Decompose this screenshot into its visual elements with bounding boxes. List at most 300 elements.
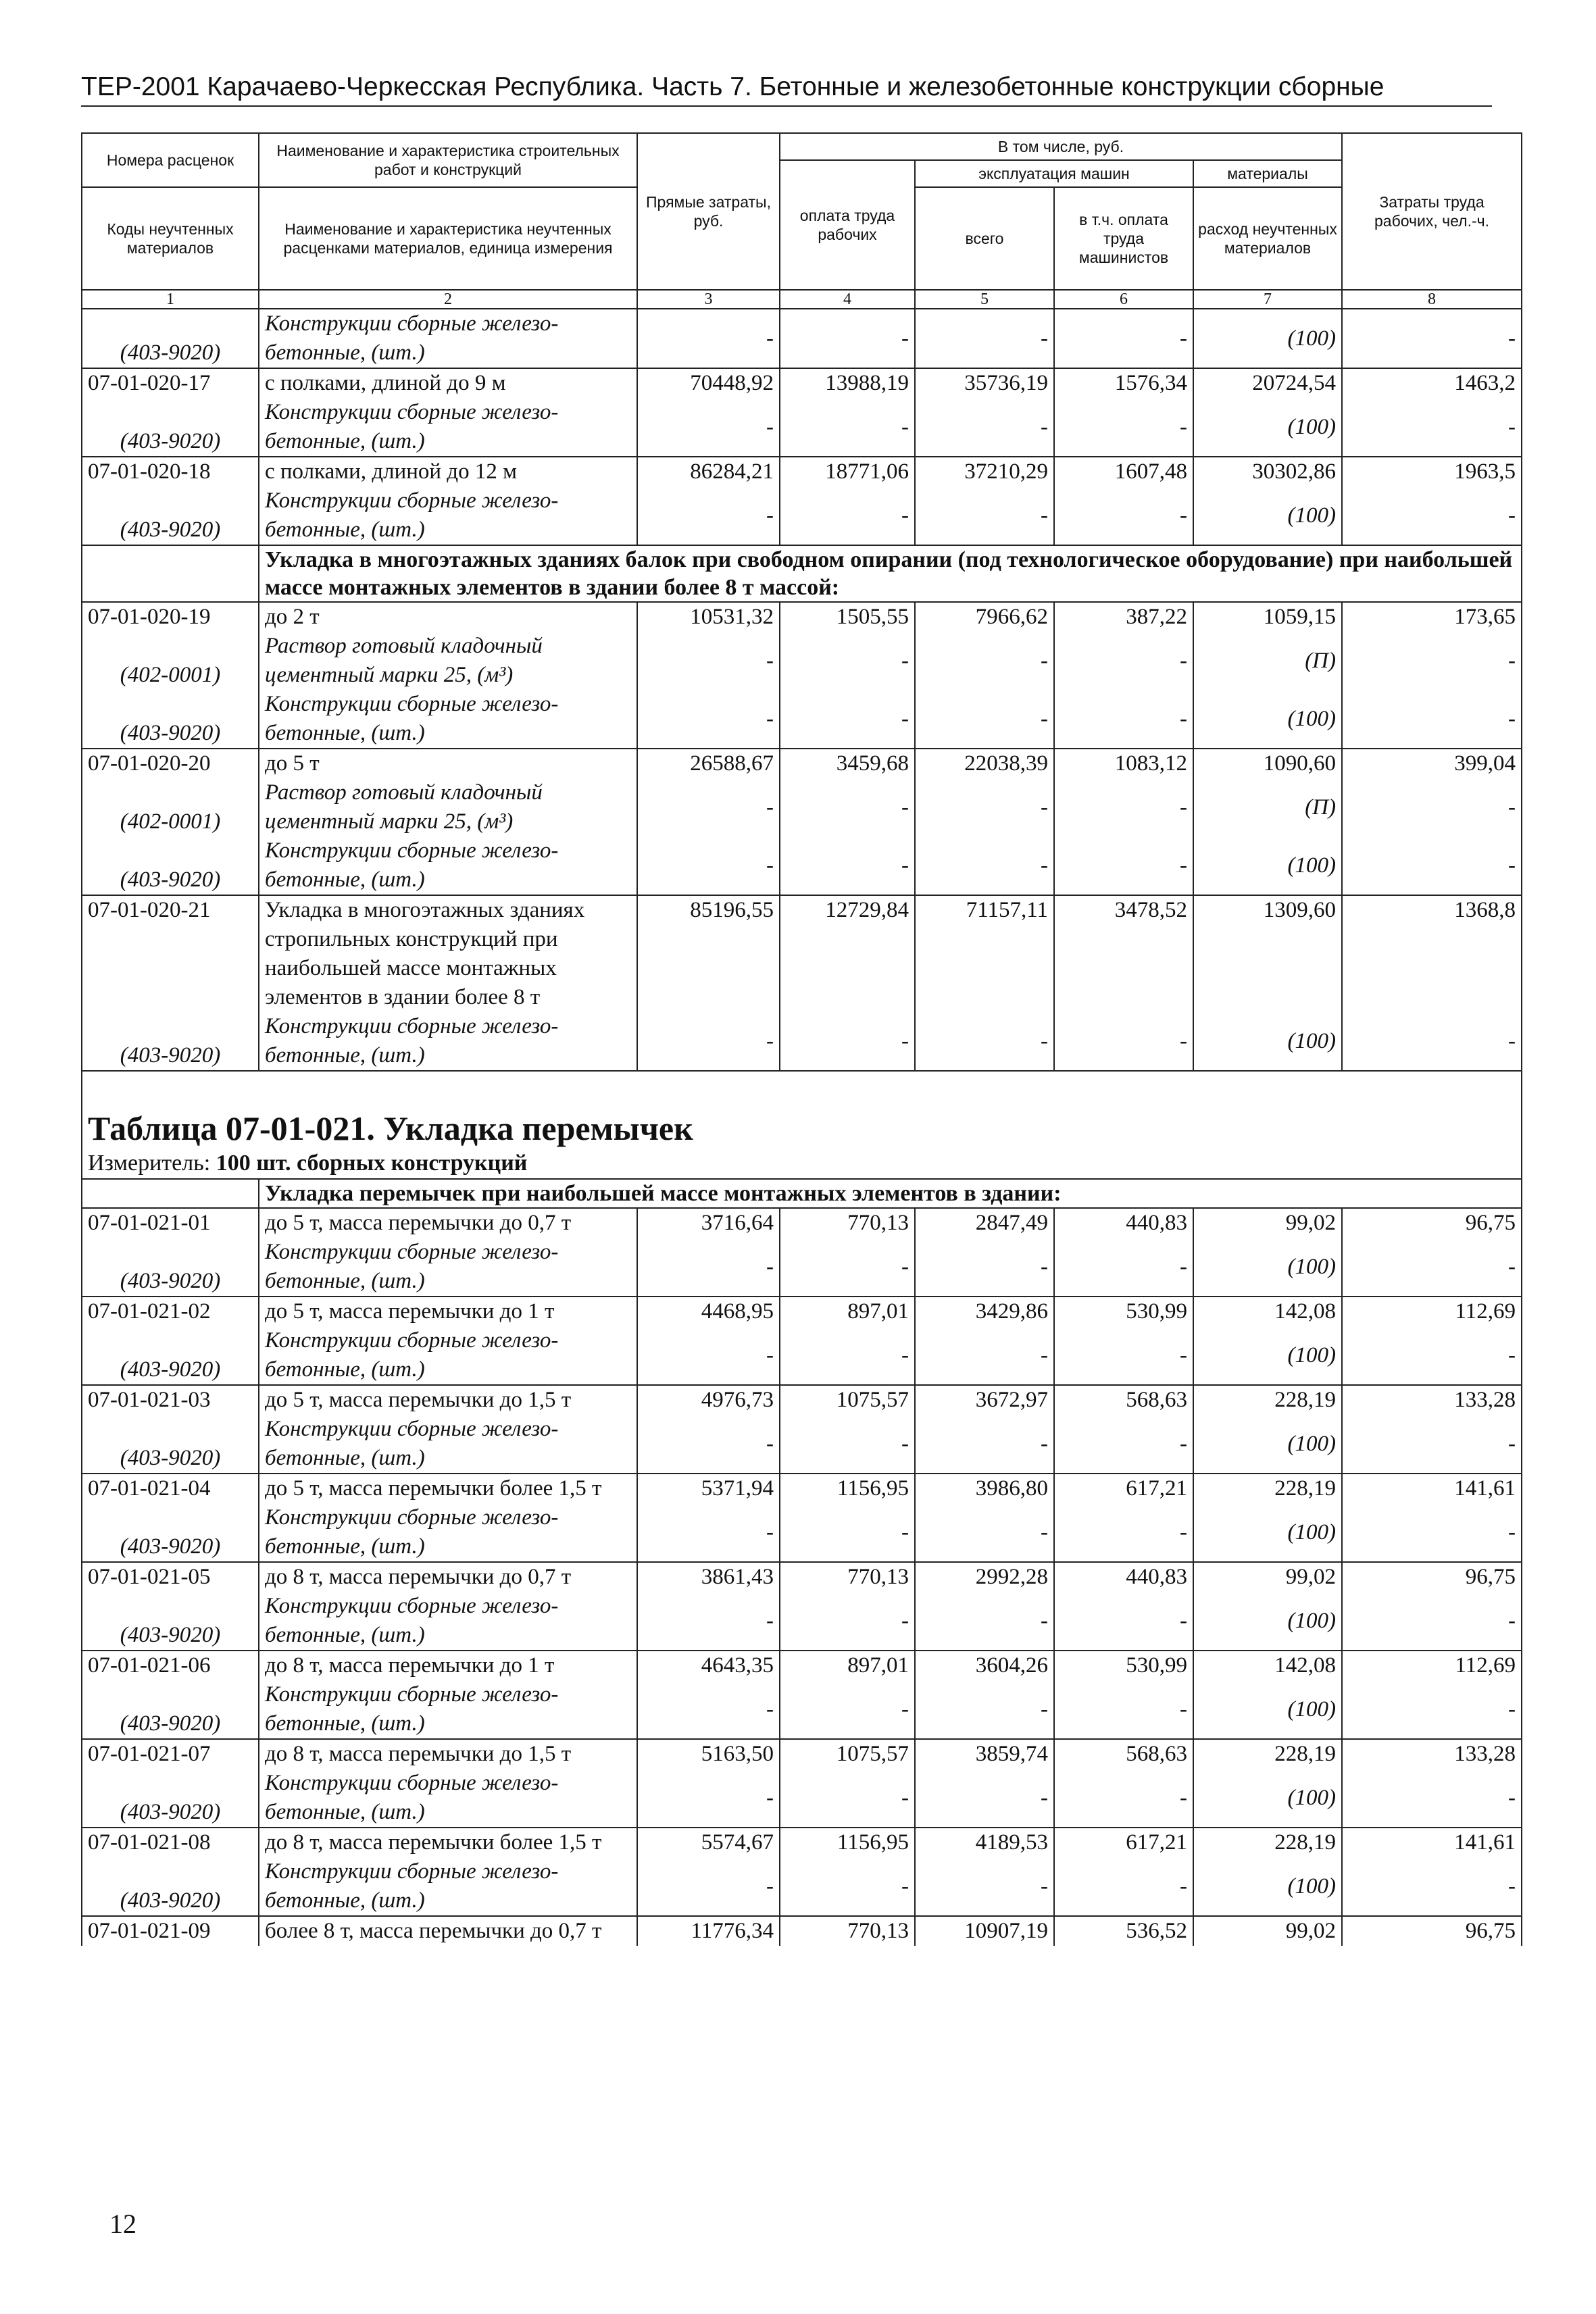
value-cell: - bbox=[637, 632, 780, 690]
table-title: Таблица 07-01-021. Укладка перемычек bbox=[82, 1108, 1522, 1149]
value-cell: 96,75 bbox=[1342, 1208, 1522, 1238]
value-cell: - bbox=[637, 309, 780, 368]
column-number: 2 bbox=[259, 290, 637, 309]
material-code: (403-9020) bbox=[82, 1680, 259, 1739]
rate-code: 07-01-020-17 bbox=[82, 368, 259, 398]
value-cell: - bbox=[637, 1238, 780, 1297]
value-cell: (100) bbox=[1193, 1769, 1342, 1828]
material-code: (403-9020) bbox=[82, 1503, 259, 1562]
section-heading: Укладка в многоэтажных зданиях балок при свободном опирании (под технологическое оборудование) при наибольшей массе монтажных элементов в здании более 8 т массой: bbox=[259, 545, 1522, 602]
material-row bbox=[82, 1503, 1522, 1562]
rate-row bbox=[82, 1916, 1522, 1946]
work-name: до 2 т bbox=[259, 602, 637, 632]
col-codes: Коды неучтенных материалов bbox=[82, 187, 259, 290]
value-cell: - bbox=[1054, 1238, 1193, 1297]
value-cell: 1309,60 bbox=[1193, 895, 1342, 1012]
rate-code: 07-01-021-01 bbox=[82, 1208, 259, 1238]
rate-row bbox=[82, 457, 1522, 486]
rate-code: 07-01-021-05 bbox=[82, 1562, 259, 1592]
value-cell: - bbox=[1342, 1680, 1522, 1739]
value-cell: - bbox=[915, 1503, 1054, 1562]
rate-code: 07-01-020-18 bbox=[82, 457, 259, 486]
value-cell: - bbox=[780, 1680, 915, 1739]
value-cell: - bbox=[1054, 1592, 1193, 1651]
material-row bbox=[82, 1238, 1522, 1297]
value-cell: 133,28 bbox=[1342, 1385, 1522, 1415]
value-cell: 142,08 bbox=[1193, 1297, 1342, 1326]
value-cell: 399,04 bbox=[1342, 749, 1522, 778]
value-cell: - bbox=[1342, 486, 1522, 545]
value-cell: 70448,92 bbox=[637, 368, 780, 398]
value-cell: 617,21 bbox=[1054, 1474, 1193, 1503]
value-cell: - bbox=[637, 1769, 780, 1828]
value-cell: - bbox=[915, 1592, 1054, 1651]
material-name: Конструкции сборные железо-бетонные, (шт.) bbox=[259, 1503, 637, 1562]
value-cell: 99,02 bbox=[1193, 1208, 1342, 1238]
value-cell: 897,01 bbox=[780, 1297, 915, 1326]
table-body-section-2-rows bbox=[82, 1208, 1522, 1946]
material-name: Конструкции сборные железо-бетонные, (шт.) bbox=[259, 836, 637, 895]
value-cell: 3861,43 bbox=[637, 1562, 780, 1592]
value-cell: - bbox=[780, 1238, 915, 1297]
material-code: (403-9020) bbox=[82, 1592, 259, 1651]
material-row bbox=[82, 778, 1522, 836]
value-cell: 3604,26 bbox=[915, 1651, 1054, 1680]
rate-code: 07-01-020-21 bbox=[82, 895, 259, 1012]
value-cell: - bbox=[780, 398, 915, 457]
material-code: (403-9020) bbox=[82, 1326, 259, 1385]
col-material-name: Наименование и характеристика неучтенных расценками материалов, единица измерения bbox=[259, 187, 637, 290]
value-cell: 1607,48 bbox=[1054, 457, 1193, 486]
material-name: Конструкции сборные железо-бетонные, (шт.) bbox=[259, 1326, 637, 1385]
value-cell: - bbox=[1054, 1680, 1193, 1739]
value-cell: (100) bbox=[1193, 1326, 1342, 1385]
value-cell: (100) bbox=[1193, 1503, 1342, 1562]
work-name: с полками, длиной до 9 м bbox=[259, 368, 637, 398]
value-cell: 1156,95 bbox=[780, 1828, 915, 1857]
value-cell: - bbox=[1054, 836, 1193, 895]
value-cell: 112,69 bbox=[1342, 1297, 1522, 1326]
value-cell: 770,13 bbox=[780, 1562, 915, 1592]
value-cell: 99,02 bbox=[1193, 1916, 1342, 1946]
value-cell: 11776,34 bbox=[637, 1916, 780, 1946]
value-cell: - bbox=[915, 1326, 1054, 1385]
value-cell: - bbox=[915, 632, 1054, 690]
value-cell: 440,83 bbox=[1054, 1562, 1193, 1592]
section-heading-row bbox=[82, 545, 1522, 602]
rates-table bbox=[81, 132, 1522, 1946]
material-row bbox=[82, 1415, 1522, 1474]
value-cell: 387,22 bbox=[1054, 602, 1193, 632]
material-code: (403-9020) bbox=[82, 1415, 259, 1474]
table-title-row bbox=[82, 1108, 1522, 1149]
col-machines: эксплуатация машин bbox=[915, 160, 1193, 187]
column-number: 1 bbox=[82, 290, 259, 309]
col-materials: материалы bbox=[1193, 160, 1342, 187]
material-row bbox=[82, 1680, 1522, 1739]
value-cell: 1463,2 bbox=[1342, 368, 1522, 398]
value-cell: - bbox=[1054, 778, 1193, 836]
value-cell: - bbox=[915, 778, 1054, 836]
value-cell: 20724,54 bbox=[1193, 368, 1342, 398]
value-cell: 173,65 bbox=[1342, 602, 1522, 632]
empty-cell bbox=[82, 1179, 259, 1208]
value-cell: - bbox=[1054, 1326, 1193, 1385]
value-cell: 5163,50 bbox=[637, 1739, 780, 1769]
material-code: (403-9020) bbox=[82, 398, 259, 457]
work-name: более 8 т, масса перемычки до 0,7 т bbox=[259, 1916, 637, 1946]
value-cell: 536,52 bbox=[1054, 1916, 1193, 1946]
work-name: Укладка в многоэтажных зданиях стропильных конструкций при наибольшей массе монтажных элементов в здании более 8 т bbox=[259, 895, 637, 1012]
material-code: (403-9020) bbox=[82, 486, 259, 545]
work-name: до 5 т, масса перемычки более 1,5 т bbox=[259, 1474, 637, 1503]
value-cell: - bbox=[1342, 1592, 1522, 1651]
value-cell: 5371,94 bbox=[637, 1474, 780, 1503]
meter-row bbox=[82, 1149, 1522, 1179]
value-cell: 770,13 bbox=[780, 1916, 915, 1946]
value-cell: - bbox=[1054, 1012, 1193, 1071]
table-body bbox=[82, 290, 1522, 545]
value-cell: - bbox=[915, 1012, 1054, 1071]
value-cell: 1505,55 bbox=[780, 602, 915, 632]
material-row bbox=[82, 1857, 1522, 1916]
value-cell: (100) bbox=[1193, 309, 1342, 368]
value-cell: - bbox=[780, 309, 915, 368]
value-cell: 4643,35 bbox=[637, 1651, 780, 1680]
col-work-name: Наименование и характеристика строительных работ и конструкций bbox=[259, 133, 637, 187]
value-cell: 1576,34 bbox=[1054, 368, 1193, 398]
value-cell: (П) bbox=[1193, 632, 1342, 690]
material-name: Конструкции сборные железо-бетонные, (шт.) bbox=[259, 1012, 637, 1071]
value-cell: - bbox=[915, 1238, 1054, 1297]
rate-code: 07-01-021-02 bbox=[82, 1297, 259, 1326]
value-cell: (100) bbox=[1193, 836, 1342, 895]
value-cell: (100) bbox=[1193, 1592, 1342, 1651]
value-cell: - bbox=[780, 632, 915, 690]
rate-code: 07-01-021-06 bbox=[82, 1651, 259, 1680]
meter-label: Измеритель: bbox=[88, 1151, 211, 1176]
rate-code: 07-01-021-03 bbox=[82, 1385, 259, 1415]
rate-row bbox=[82, 1385, 1522, 1415]
value-cell: 3459,68 bbox=[780, 749, 915, 778]
value-cell: 530,99 bbox=[1054, 1651, 1193, 1680]
value-cell: - bbox=[915, 309, 1054, 368]
value-cell: - bbox=[637, 1857, 780, 1916]
value-cell: 99,02 bbox=[1193, 1562, 1342, 1592]
value-cell: 142,08 bbox=[1193, 1651, 1342, 1680]
value-cell: - bbox=[637, 1326, 780, 1385]
value-cell: - bbox=[1054, 398, 1193, 457]
material-name: Конструкции сборные железо-бетонные, (шт.) bbox=[259, 1415, 637, 1474]
value-cell: - bbox=[637, 1503, 780, 1562]
value-cell: 1156,95 bbox=[780, 1474, 915, 1503]
value-cell: - bbox=[637, 1592, 780, 1651]
value-cell: - bbox=[915, 1680, 1054, 1739]
column-number: 5 bbox=[915, 290, 1054, 309]
value-cell: 37210,29 bbox=[915, 457, 1054, 486]
material-name: Раствор готовый кладочный цементный марки 25, (м³) bbox=[259, 778, 637, 836]
value-cell: (100) bbox=[1193, 1238, 1342, 1297]
rate-row bbox=[82, 1474, 1522, 1503]
rate-row bbox=[82, 368, 1522, 398]
material-row bbox=[82, 1592, 1522, 1651]
rate-code: 07-01-021-08 bbox=[82, 1828, 259, 1857]
value-cell: - bbox=[780, 778, 915, 836]
rate-code: 07-01-020-19 bbox=[82, 602, 259, 632]
value-cell: 3986,80 bbox=[915, 1474, 1054, 1503]
material-code: (403-9020) bbox=[82, 836, 259, 895]
value-cell: 228,19 bbox=[1193, 1828, 1342, 1857]
value-cell: - bbox=[1342, 1238, 1522, 1297]
value-cell: 228,19 bbox=[1193, 1385, 1342, 1415]
value-cell: 2992,28 bbox=[915, 1562, 1054, 1592]
value-cell: - bbox=[1054, 486, 1193, 545]
value-cell: 86284,21 bbox=[637, 457, 780, 486]
value-cell: - bbox=[780, 1012, 915, 1071]
value-cell: - bbox=[780, 1503, 915, 1562]
work-name: до 8 т, масса перемычки более 1,5 т bbox=[259, 1828, 637, 1857]
material-name: Конструкции сборные железо-бетонные, (шт.) bbox=[259, 398, 637, 457]
column-number: 3 bbox=[637, 290, 780, 309]
value-cell: 1963,5 bbox=[1342, 457, 1522, 486]
value-cell: - bbox=[637, 1012, 780, 1071]
material-row bbox=[82, 309, 1522, 368]
spacer-row bbox=[82, 1071, 1522, 1108]
value-cell: - bbox=[1342, 1769, 1522, 1828]
table-body-section-1 bbox=[82, 545, 1522, 1071]
table-body-section-2 bbox=[82, 1071, 1522, 1208]
column-number: 6 bbox=[1054, 290, 1193, 309]
value-cell: (100) bbox=[1193, 690, 1342, 749]
material-name: Конструкции сборные железо-бетонные, (шт.) bbox=[259, 309, 637, 368]
rate-code: 07-01-021-09 bbox=[82, 1916, 259, 1946]
work-name: до 5 т, масса перемычки до 1 т bbox=[259, 1297, 637, 1326]
material-name: Конструкции сборные железо-бетонные, (шт.) bbox=[259, 1857, 637, 1916]
value-cell: - bbox=[915, 690, 1054, 749]
spacer bbox=[82, 1071, 1522, 1108]
value-cell: 1075,57 bbox=[780, 1385, 915, 1415]
value-cell: 96,75 bbox=[1342, 1916, 1522, 1946]
material-name: Конструкции сборные железо-бетонные, (шт.) bbox=[259, 690, 637, 749]
value-cell: (100) bbox=[1193, 1857, 1342, 1916]
value-cell: 12729,84 bbox=[780, 895, 915, 1012]
value-cell: 4189,53 bbox=[915, 1828, 1054, 1857]
rate-row bbox=[82, 749, 1522, 778]
material-code: (403-9020) bbox=[82, 1012, 259, 1071]
value-cell: 133,28 bbox=[1342, 1739, 1522, 1769]
material-code: (403-9020) bbox=[82, 1769, 259, 1828]
empty-cell bbox=[82, 545, 259, 602]
value-cell: - bbox=[915, 1415, 1054, 1474]
work-name: до 5 т, масса перемычки до 1,5 т bbox=[259, 1385, 637, 1415]
value-cell: - bbox=[780, 486, 915, 545]
value-cell: 112,69 bbox=[1342, 1651, 1522, 1680]
material-name: Конструкции сборные железо-бетонные, (шт.) bbox=[259, 1238, 637, 1297]
material-code: (403-9020) bbox=[82, 309, 259, 368]
value-cell: (100) bbox=[1193, 486, 1342, 545]
value-cell: - bbox=[780, 1326, 915, 1385]
col-rate-numbers: Номера расценок bbox=[82, 133, 259, 187]
value-cell: 5574,67 bbox=[637, 1828, 780, 1857]
value-cell: 1090,60 bbox=[1193, 749, 1342, 778]
value-cell: 568,63 bbox=[1054, 1739, 1193, 1769]
value-cell: - bbox=[637, 778, 780, 836]
value-cell: 897,01 bbox=[780, 1651, 915, 1680]
value-cell: - bbox=[637, 486, 780, 545]
material-row bbox=[82, 486, 1522, 545]
material-code: (402-0001) bbox=[82, 632, 259, 690]
value-cell: 71157,11 bbox=[915, 895, 1054, 1012]
meter bbox=[82, 1149, 1522, 1179]
rate-row bbox=[82, 1297, 1522, 1326]
rate-row bbox=[82, 1739, 1522, 1769]
value-cell: 228,19 bbox=[1193, 1474, 1342, 1503]
material-row bbox=[82, 398, 1522, 457]
rate-code: 07-01-020-20 bbox=[82, 749, 259, 778]
work-name: до 8 т, масса перемычки до 1,5 т bbox=[259, 1739, 637, 1769]
value-cell: - bbox=[915, 836, 1054, 895]
value-cell: 530,99 bbox=[1054, 1297, 1193, 1326]
value-cell: - bbox=[1342, 632, 1522, 690]
material-row bbox=[82, 632, 1522, 690]
value-cell: - bbox=[915, 486, 1054, 545]
value-cell: - bbox=[637, 690, 780, 749]
value-cell: 3478,52 bbox=[1054, 895, 1193, 1012]
material-code: (403-9020) bbox=[82, 1238, 259, 1297]
col-direct-costs: Прямые затраты, руб. bbox=[637, 133, 780, 290]
value-cell: - bbox=[780, 1769, 915, 1828]
value-cell: (100) bbox=[1193, 1415, 1342, 1474]
material-row bbox=[82, 690, 1522, 749]
value-cell: - bbox=[637, 398, 780, 457]
value-cell: - bbox=[1342, 836, 1522, 895]
value-cell: 10531,32 bbox=[637, 602, 780, 632]
material-row bbox=[82, 1012, 1522, 1071]
running-header: ТЕР-2001 Карачаево-Черкесская Республика. Часть 7. Бетонные и железобетонные конструкции сборные bbox=[81, 70, 1492, 107]
work-name: до 5 т bbox=[259, 749, 637, 778]
value-cell: 3716,64 bbox=[637, 1208, 780, 1238]
value-cell: - bbox=[1342, 1415, 1522, 1474]
col-machinists-pay: в т.ч. оплата труда машинистов bbox=[1054, 187, 1193, 290]
value-cell: 85196,55 bbox=[637, 895, 780, 1012]
value-cell: - bbox=[637, 1415, 780, 1474]
value-cell: - bbox=[1054, 1503, 1193, 1562]
value-cell: 7966,62 bbox=[915, 602, 1054, 632]
value-cell: - bbox=[1342, 690, 1522, 749]
value-cell: 3672,97 bbox=[915, 1385, 1054, 1415]
meter-value: 100 шт. сборных конструкций bbox=[216, 1151, 528, 1176]
value-cell: 141,61 bbox=[1342, 1474, 1522, 1503]
material-name: Конструкции сборные железо-бетонные, (шт.) bbox=[259, 1769, 637, 1828]
value-cell: - bbox=[915, 398, 1054, 457]
material-code: (403-9020) bbox=[82, 690, 259, 749]
material-name: Раствор готовый кладочный цементный марки 25, (м³) bbox=[259, 632, 637, 690]
value-cell: 30302,86 bbox=[1193, 457, 1342, 486]
value-cell: 617,21 bbox=[1054, 1828, 1193, 1857]
value-cell: - bbox=[1054, 1415, 1193, 1474]
value-cell: 228,19 bbox=[1193, 1739, 1342, 1769]
material-row bbox=[82, 1326, 1522, 1385]
value-cell: - bbox=[780, 1415, 915, 1474]
material-name: Конструкции сборные железо-бетонные, (шт.) bbox=[259, 486, 637, 545]
value-cell: - bbox=[1054, 690, 1193, 749]
rate-row bbox=[82, 895, 1522, 1012]
value-cell: - bbox=[1342, 398, 1522, 457]
value-cell: 1368,8 bbox=[1342, 895, 1522, 1012]
value-cell: 4976,73 bbox=[637, 1385, 780, 1415]
value-cell: 1075,57 bbox=[780, 1739, 915, 1769]
material-row bbox=[82, 836, 1522, 895]
column-number: 7 bbox=[1193, 290, 1342, 309]
material-name: Конструкции сборные железо-бетонные, (шт.) bbox=[259, 1680, 637, 1739]
value-cell: 22038,39 bbox=[915, 749, 1054, 778]
section-heading-row bbox=[82, 1179, 1522, 1208]
value-cell: - bbox=[1054, 632, 1193, 690]
col-labor-costs: Затраты труда рабочих, чел.-ч. bbox=[1342, 133, 1522, 290]
value-cell: - bbox=[780, 690, 915, 749]
material-code: (403-9020) bbox=[82, 1857, 259, 1916]
col-machines-total: всего bbox=[915, 187, 1054, 290]
value-cell: - bbox=[1054, 1769, 1193, 1828]
value-cell: 141,61 bbox=[1342, 1828, 1522, 1857]
value-cell: 26588,67 bbox=[637, 749, 780, 778]
table-header bbox=[82, 133, 1522, 290]
value-cell: - bbox=[915, 1857, 1054, 1916]
material-name: Конструкции сборные железо-бетонные, (шт.) bbox=[259, 1592, 637, 1651]
value-cell: (100) bbox=[1193, 1680, 1342, 1739]
col-including: В том числе, руб. bbox=[780, 133, 1342, 160]
value-cell: - bbox=[1054, 1857, 1193, 1916]
work-name: до 8 т, масса перемычки до 0,7 т bbox=[259, 1562, 637, 1592]
work-name: с полками, длиной до 12 м bbox=[259, 457, 637, 486]
value-cell: 440,83 bbox=[1054, 1208, 1193, 1238]
value-cell: (П) bbox=[1193, 778, 1342, 836]
column-number: 8 bbox=[1342, 290, 1522, 309]
rate-row bbox=[82, 1828, 1522, 1857]
value-cell: 96,75 bbox=[1342, 1562, 1522, 1592]
value-cell: - bbox=[1342, 309, 1522, 368]
value-cell: - bbox=[1054, 309, 1193, 368]
value-cell: - bbox=[1342, 1012, 1522, 1071]
value-cell: (100) bbox=[1193, 398, 1342, 457]
value-cell: 568,63 bbox=[1054, 1385, 1193, 1415]
value-cell: 1059,15 bbox=[1193, 602, 1342, 632]
column-number: 4 bbox=[780, 290, 915, 309]
value-cell: 13988,19 bbox=[780, 368, 915, 398]
col-materials-usage: расход неучтенных материалов bbox=[1193, 187, 1342, 290]
rate-code: 07-01-021-04 bbox=[82, 1474, 259, 1503]
work-name: до 5 т, масса перемычки до 0,7 т bbox=[259, 1208, 637, 1238]
value-cell: 2847,49 bbox=[915, 1208, 1054, 1238]
value-cell: 3429,86 bbox=[915, 1297, 1054, 1326]
value-cell: - bbox=[780, 1592, 915, 1651]
value-cell: - bbox=[1342, 1857, 1522, 1916]
value-cell: 3859,74 bbox=[915, 1739, 1054, 1769]
rate-row bbox=[82, 1208, 1522, 1238]
value-cell: - bbox=[1342, 1503, 1522, 1562]
value-cell: 1083,12 bbox=[1054, 749, 1193, 778]
rate-row bbox=[82, 602, 1522, 632]
value-cell: - bbox=[915, 1769, 1054, 1828]
work-name: до 8 т, масса перемычки до 1 т bbox=[259, 1651, 637, 1680]
column-numbers-row bbox=[82, 290, 1522, 309]
col-labor-pay: оплата труда рабочих bbox=[780, 160, 915, 290]
value-cell: - bbox=[637, 1680, 780, 1739]
value-cell: (100) bbox=[1193, 1012, 1342, 1071]
value-cell: - bbox=[780, 836, 915, 895]
value-cell: 4468,95 bbox=[637, 1297, 780, 1326]
value-cell: - bbox=[637, 836, 780, 895]
